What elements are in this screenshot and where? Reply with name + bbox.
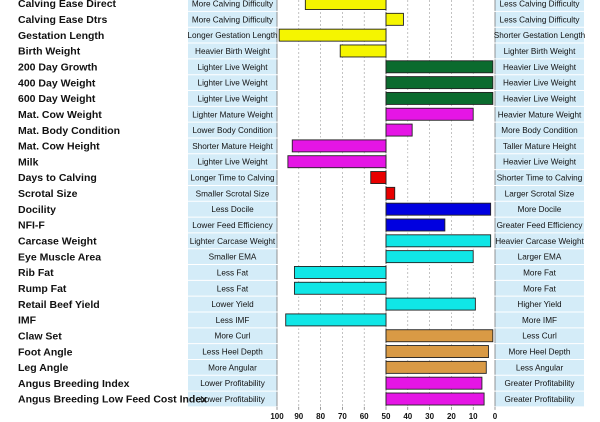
high-descriptor-label: Less Calving Difficulty: [499, 15, 580, 25]
percentile-bar: [386, 124, 412, 136]
low-descriptor-label: Lighter Mature Weight: [192, 110, 273, 120]
low-descriptor-label: Lighter Live Weight: [197, 62, 268, 72]
high-descriptor-label: Less Calving Difficulty: [499, 0, 580, 9]
percentile-bar: [288, 156, 386, 168]
trait-label: Mat. Cow Weight: [18, 108, 102, 121]
low-descriptor-label: More Calving Difficulty: [191, 15, 274, 25]
low-descriptor-label: Lighter Live Weight: [197, 157, 268, 167]
low-descriptor-label: Lower Feed Efficiency: [192, 220, 273, 230]
trait-label: NFI-F: [18, 219, 45, 232]
percentile-bar: [292, 140, 386, 152]
high-descriptor-label: Shorter Gestation Length: [493, 31, 586, 41]
percentile-bar: [386, 203, 491, 215]
high-descriptor-label: Higher Yield: [517, 300, 562, 310]
high-descriptor-label: Larger Scrotal Size: [504, 189, 575, 199]
high-descriptor-label: Less Angular: [515, 363, 564, 373]
high-descriptor-label: Heavier Live Weight: [502, 62, 577, 72]
high-descriptor-label: Lighter Birth Weight: [503, 46, 576, 56]
tick-label: 80: [316, 411, 326, 421]
percentile-bar: [371, 172, 386, 184]
percentile-bar: [286, 314, 386, 326]
high-descriptor-label: More Fat: [523, 268, 556, 278]
low-descriptor-label: Lower Yield: [211, 300, 254, 310]
percentile-bar: [386, 219, 445, 231]
trait-label: 400 Day Weight: [18, 77, 96, 90]
percentile-bar: [386, 61, 493, 73]
low-descriptor-label: Less IMF: [215, 315, 250, 325]
low-descriptor-label: More Curl: [214, 331, 251, 341]
high-descriptor-label: Taller Mature Height: [502, 141, 577, 151]
tick-label: 60: [359, 411, 369, 421]
percentile-bar: [386, 377, 482, 389]
high-descriptor-label: More Docile: [517, 205, 562, 215]
trait-label: Eye Muscle Area: [18, 251, 102, 264]
percentile-bar: [386, 187, 395, 199]
high-descriptor-label: Shorter Time to Calving: [496, 173, 583, 183]
trait-label: 200 Day Growth: [18, 61, 98, 74]
tick-label: 0: [492, 411, 498, 421]
low-descriptor-label: More Calving Difficulty: [191, 0, 274, 9]
trait-label: Calving Ease Direct: [18, 0, 117, 11]
low-descriptor-label: Lighter Live Weight: [197, 94, 268, 104]
trait-label: Docility: [18, 203, 56, 216]
low-descriptor-label: More Angular: [208, 363, 257, 373]
trait-label: Angus Breeding Index: [18, 377, 130, 390]
percentile-bar: [305, 0, 386, 10]
percentile-bar: [294, 266, 386, 278]
low-descriptor-label: Lighter Carcase Weight: [189, 236, 276, 246]
high-descriptor-label: More Heel Depth: [508, 347, 571, 357]
high-descriptor-label: More Body Condition: [501, 126, 578, 136]
tick-label: 40: [403, 411, 413, 421]
tick-label: 90: [294, 411, 304, 421]
trait-label: Milk: [18, 156, 39, 169]
tick-label: 10: [468, 411, 478, 421]
trait-label: Mat. Body Condition: [18, 124, 121, 137]
high-descriptor-label: Heavier Live Weight: [502, 94, 577, 104]
trait-label: IMF: [18, 314, 37, 327]
low-descriptor-label: Less Fat: [216, 284, 249, 294]
percentile-bar: [386, 251, 473, 263]
trait-label: Scrotal Size: [18, 188, 78, 201]
percentile-bar: [386, 361, 486, 373]
high-descriptor-label: Larger EMA: [517, 252, 562, 262]
low-descriptor-label: Lighter Live Weight: [197, 78, 268, 88]
percentile-bar: [279, 29, 386, 41]
percentile-bar: [386, 298, 475, 310]
trait-label: Foot Angle: [18, 346, 73, 359]
low-descriptor-label: Less Docile: [211, 205, 254, 215]
low-descriptor-label: Longer Gestation Length: [187, 31, 278, 41]
trait-label: Birth Weight: [18, 45, 81, 58]
low-descriptor-label: Smaller EMA: [208, 252, 257, 262]
trait-label: Days to Calving: [18, 172, 97, 185]
percentile-bar: [386, 330, 493, 342]
percentile-bar: [386, 92, 493, 104]
tick-label: 30: [425, 411, 435, 421]
percentile-bar: [386, 108, 473, 120]
trait-label: Angus Breeding Low Feed Cost Index: [18, 393, 208, 406]
high-descriptor-label: More Fat: [523, 284, 556, 294]
high-descriptor-label: Heavier Live Weight: [502, 78, 577, 88]
percentile-bar: [386, 13, 403, 25]
tick-label: 100: [270, 411, 284, 421]
percentile-bar: [386, 346, 488, 358]
low-descriptor-label: Longer Time to Calving: [190, 173, 275, 183]
high-descriptor-label: Greater Profitability: [504, 379, 575, 389]
percentile-bar: [386, 77, 493, 89]
low-descriptor-label: Less Fat: [216, 268, 249, 278]
trait-label: Claw Set: [18, 330, 62, 343]
percentile-bar: [340, 45, 386, 57]
high-descriptor-label: More IMF: [521, 315, 558, 325]
high-descriptor-label: Greater Feed Efficiency: [496, 220, 583, 230]
percentile-bar: [386, 393, 484, 405]
tick-label: 50: [381, 411, 391, 421]
high-descriptor-label: Heavier Live Weight: [502, 157, 577, 167]
trait-label: Gestation Length: [18, 29, 105, 42]
trait-label: Leg Angle: [18, 362, 69, 375]
low-descriptor-label: Heavier Birth Weight: [195, 46, 270, 56]
low-descriptor-label: Smaller Scrotal Size: [195, 189, 270, 199]
low-descriptor-label: Less Heel Depth: [202, 347, 263, 357]
trait-label: Rib Fat: [18, 267, 54, 280]
percentile-bar: [294, 282, 386, 294]
trait-label: Carcase Weight: [18, 235, 97, 248]
right-description-panel: [495, 0, 584, 407]
high-descriptor-label: Less Curl: [522, 331, 557, 341]
high-descriptor-label: Heavier Carcase Weight: [495, 236, 584, 246]
low-descriptor-label: Shorter Mature Height: [192, 141, 273, 151]
low-descriptor-label: Lower Body Condition: [192, 126, 273, 136]
trait-label: Rump Fat: [18, 282, 67, 295]
low-descriptor-label: Lower Profitability: [200, 395, 265, 405]
high-descriptor-label: Greater Profitability: [504, 395, 575, 405]
trait-label: Calving Ease Dtrs: [18, 14, 108, 27]
trait-label: Mat. Cow Height: [18, 140, 100, 153]
trait-label: 600 Day Weight: [18, 93, 96, 106]
trait-label: Retail Beef Yield: [18, 298, 100, 311]
left-description-panel: [188, 0, 277, 407]
high-descriptor-label: Heavier Mature Weight: [497, 110, 582, 120]
percentile-bar: [386, 235, 491, 247]
tick-label: 70: [337, 411, 347, 421]
low-descriptor-label: Lower Profitability: [200, 379, 265, 389]
tick-label: 20: [446, 411, 456, 421]
